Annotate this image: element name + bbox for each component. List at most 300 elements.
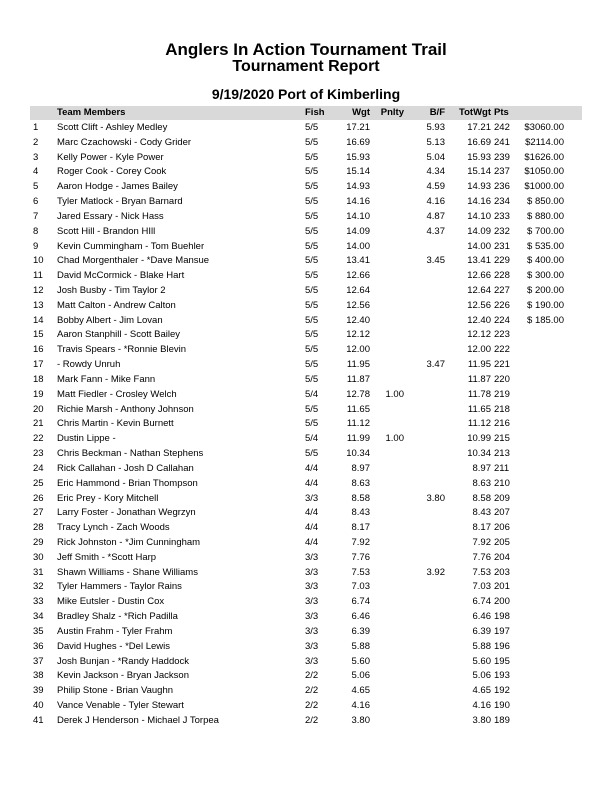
points-cell: 229: [494, 255, 510, 267]
fish-cell: 3/3: [305, 551, 319, 563]
team-cell: Jeff Smith - *Scott Harp: [57, 551, 157, 563]
points-cell: 209: [494, 492, 510, 504]
big-fish-cell: 4.59: [426, 181, 445, 193]
table-row: [0, 166, 612, 181]
fish-cell: 5/5: [305, 270, 319, 282]
table-row: [0, 626, 612, 641]
points-cell: 200: [494, 596, 510, 608]
total-weight-cell: 12.00: [467, 344, 491, 356]
team-cell: Rick Johnston - *Jim Cunningham: [57, 536, 201, 548]
big-fish-cell: 4.16: [426, 196, 445, 208]
team-cell: Bradley Shalz - *Rich Padilla: [57, 611, 178, 623]
weight-cell: 5.06: [351, 670, 370, 682]
table-row: [0, 285, 612, 300]
prize-cell: $ 300.00: [527, 270, 564, 282]
points-cell: 195: [494, 655, 510, 667]
table-row: [0, 404, 612, 419]
fish-cell: 5/4: [305, 388, 319, 400]
points-cell: 201: [494, 581, 510, 593]
points-cell: 193: [494, 670, 510, 682]
fish-cell: 2/2: [305, 670, 319, 682]
team-cell: Kelly Power - Kyle Power: [57, 151, 164, 163]
table-row: [0, 300, 612, 315]
weight-cell: 15.93: [346, 151, 370, 163]
points-cell: 220: [494, 373, 510, 385]
table-row: [0, 211, 612, 226]
big-fish-cell: 4.34: [426, 166, 445, 178]
prize-cell: $ 700.00: [527, 225, 564, 237]
table-row: [0, 670, 612, 685]
table-row: [0, 611, 612, 626]
table-row: [0, 255, 612, 270]
weight-cell: 8.63: [351, 477, 370, 489]
prize-cell: $ 880.00: [527, 210, 564, 222]
total-weight-cell: 4.65: [472, 685, 491, 697]
total-weight-cell: 8.63: [472, 477, 491, 489]
weight-cell: 15.14: [346, 166, 370, 178]
weight-cell: 11.99: [346, 433, 370, 445]
rank-cell: 29: [33, 536, 44, 548]
rank-cell: 21: [33, 418, 44, 430]
weight-cell: 11.95: [346, 359, 370, 371]
weight-cell: 12.12: [346, 329, 370, 341]
table-row: [0, 137, 612, 152]
big-fish-cell: 3.92: [426, 566, 445, 578]
rank-cell: 36: [33, 640, 44, 652]
rank-cell: 26: [33, 492, 44, 504]
table-row: [0, 581, 612, 596]
total-weight-cell: 12.12: [467, 329, 491, 341]
fish-cell: 5/5: [305, 418, 319, 430]
fish-cell: 3/3: [305, 640, 319, 652]
team-cell: Chris Martin - Kevin Burnett: [57, 418, 174, 430]
points-cell: 213: [494, 448, 510, 460]
table-row: [0, 374, 612, 389]
weight-cell: 4.65: [351, 685, 370, 697]
table-row: [0, 478, 612, 493]
points-cell: 203: [494, 566, 510, 578]
fish-cell: 4/4: [305, 507, 319, 519]
team-cell: Shawn Williams - Shane Williams: [57, 566, 198, 578]
rank-cell: 37: [33, 655, 44, 667]
points-cell: 236: [494, 181, 510, 193]
points-cell: 228: [494, 270, 510, 282]
points-cell: 242: [494, 122, 510, 133]
weight-cell: 12.40: [346, 314, 370, 326]
rank-cell: 8: [33, 225, 39, 237]
total-weight-cell: 14.16: [467, 196, 491, 208]
weight-cell: 17.21: [346, 122, 370, 133]
total-weight-cell: 12.40: [467, 314, 491, 326]
big-fish-cell: 5.13: [426, 136, 445, 148]
team-cell: Scott Clift - Ashley Medley: [57, 122, 168, 133]
rank-cell: 15: [33, 329, 44, 341]
weight-cell: 7.53: [351, 566, 370, 578]
total-weight-cell: 8.43: [472, 507, 491, 519]
col-header-team: Team Members: [57, 107, 126, 118]
weight-cell: 11.87: [346, 373, 370, 385]
weight-cell: 8.58: [351, 492, 370, 504]
table-row: [0, 389, 612, 404]
weight-cell: 16.69: [346, 136, 370, 148]
points-cell: 205: [494, 536, 510, 548]
total-weight-cell: 7.53: [472, 566, 491, 578]
rank-cell: 30: [33, 551, 44, 563]
team-cell: Mike Eutsler - Dustin Cox: [57, 596, 165, 608]
points-cell: 197: [494, 625, 510, 637]
big-fish-cell: 3.80: [426, 492, 445, 504]
total-weight-cell: 5.06: [472, 670, 491, 682]
prize-cell: $1626.00: [524, 151, 564, 163]
team-cell: Scott Hill - Brandon HIll: [57, 225, 156, 237]
team-cell: Josh Busby - Tim Taylor 2: [57, 285, 166, 297]
points-cell: 190: [494, 699, 510, 711]
col-header-bf: B/F: [429, 107, 445, 118]
points-cell: 226: [494, 299, 510, 311]
total-weight-cell: 14.10: [467, 210, 491, 222]
weight-cell: 12.78: [346, 388, 370, 400]
team-cell: Larry Foster - Jonathan Wegrzyn: [57, 507, 196, 519]
fish-cell: 5/5: [305, 240, 319, 252]
table-row: [0, 359, 612, 374]
team-cell: Travis Spears - *Ronnie Blevin: [57, 344, 187, 356]
fish-cell: 5/5: [305, 314, 319, 326]
points-cell: 233: [494, 210, 510, 222]
table-row: [0, 493, 612, 508]
fish-cell: 3/3: [305, 581, 319, 593]
weight-cell: 5.60: [351, 655, 370, 667]
rank-cell: 6: [33, 196, 39, 208]
rank-cell: 11: [33, 270, 43, 282]
rank-cell: 10: [33, 255, 44, 267]
team-cell: Richie Marsh - Anthony Johnson: [57, 403, 194, 415]
rank-cell: 14: [33, 314, 44, 326]
col-header-wgt: Wgt: [352, 107, 370, 118]
rank-cell: 4: [33, 166, 39, 178]
points-cell: 232: [494, 225, 510, 237]
points-cell: 241: [494, 136, 510, 148]
team-cell: Roger Cook - Corey Cook: [57, 166, 167, 178]
team-cell: Tyler Matlock - Bryan Barnard: [57, 196, 183, 208]
fish-cell: 4/4: [305, 477, 319, 489]
weight-cell: 14.09: [346, 225, 370, 237]
team-cell: Mark Fann - Mike Fann: [57, 373, 156, 385]
weight-cell: 8.17: [351, 522, 370, 534]
points-cell: 210: [494, 477, 510, 489]
team-cell: Bobby Albert - Jim Lovan: [57, 314, 163, 326]
total-weight-cell: 6.39: [472, 625, 491, 637]
weight-cell: 10.34: [346, 448, 370, 460]
points-cell: 221: [494, 359, 510, 371]
prize-cell: $ 850.00: [527, 196, 564, 208]
table-row: [0, 656, 612, 671]
table-row: [0, 241, 612, 256]
weight-cell: 5.88: [351, 640, 370, 652]
weight-cell: 7.03: [351, 581, 370, 593]
fish-cell: 5/5: [305, 448, 319, 460]
team-cell: Matt Fiedler - Crosley Welch: [57, 388, 177, 400]
fish-cell: 2/2: [305, 714, 319, 726]
rank-cell: 18: [33, 373, 44, 385]
fish-cell: 4/4: [305, 536, 319, 548]
table-row: [0, 448, 612, 463]
rank-cell: 12: [33, 285, 44, 297]
weight-cell: 7.76: [351, 551, 370, 563]
weight-cell: 14.16: [346, 196, 370, 208]
team-cell: Chris Beckman - Nathan Stephens: [57, 448, 204, 460]
points-cell: 198: [494, 611, 510, 623]
total-weight-cell: 15.93: [467, 151, 491, 163]
big-fish-cell: 3.45: [426, 255, 445, 267]
total-weight-cell: 13.41: [467, 255, 491, 267]
prize-cell: $ 400.00: [527, 255, 564, 267]
table-row: [0, 463, 612, 478]
points-cell: 234: [494, 196, 510, 208]
col-header-pts: Pts: [494, 107, 509, 118]
prize-cell: $3060.00: [524, 122, 564, 133]
points-cell: 207: [494, 507, 510, 519]
weight-cell: 12.00: [346, 344, 370, 356]
points-cell: 222: [494, 344, 510, 356]
team-cell: Eric Hammond - Brian Thompson: [57, 477, 198, 489]
total-weight-cell: 14.93: [467, 181, 491, 193]
rank-cell: 28: [33, 522, 44, 534]
rank-cell: 27: [33, 507, 44, 519]
total-weight-cell: 11.95: [467, 359, 491, 371]
rank-cell: 23: [33, 448, 44, 460]
fish-cell: 5/5: [305, 329, 319, 341]
team-cell: Jared Essary - Nick Hass: [57, 210, 164, 222]
team-cell: David McCormick - Blake Hart: [57, 270, 185, 282]
weight-cell: 6.74: [351, 596, 370, 608]
total-weight-cell: 6.46: [472, 611, 491, 623]
report-subtitle: Tournament Report: [232, 58, 380, 75]
table-row: [0, 552, 612, 567]
fish-cell: 5/5: [305, 225, 319, 237]
fish-cell: 4/4: [305, 462, 319, 474]
team-cell: Philip Stone - Brian Vaughn: [57, 685, 174, 697]
rank-cell: 31: [33, 566, 44, 578]
rank-cell: 13: [33, 299, 44, 311]
rank-cell: 38: [33, 670, 44, 682]
fish-cell: 3/3: [305, 625, 319, 637]
weight-cell: 12.64: [346, 285, 370, 297]
weight-cell: 6.46: [351, 611, 370, 623]
table-row: [0, 700, 612, 715]
team-cell: Matt Calton - Andrew Calton: [57, 299, 176, 311]
points-cell: 196: [494, 640, 510, 652]
rank-cell: 7: [33, 210, 39, 222]
table-row: [0, 315, 612, 330]
table-row: [0, 507, 612, 522]
points-cell: 219: [494, 388, 510, 400]
table-row: [0, 152, 612, 167]
total-weight-cell: 12.66: [467, 270, 491, 282]
fish-cell: 3/3: [305, 492, 319, 504]
rank-cell: 25: [33, 477, 44, 489]
team-cell: Aaron Stanphill - Scott Bailey: [57, 329, 181, 341]
weight-cell: 14.93: [346, 181, 370, 193]
rank-cell: 5: [33, 181, 39, 193]
points-cell: 227: [494, 285, 510, 297]
table-row: [0, 522, 612, 537]
col-header-pnlty: Pnlty: [380, 107, 404, 118]
weight-cell: 11.65: [346, 403, 370, 415]
total-weight-cell: 8.97: [472, 462, 491, 474]
total-weight-cell: 3.80: [472, 714, 491, 726]
prize-cell: $ 190.00: [527, 299, 564, 311]
rank-cell: 22: [33, 433, 44, 445]
weight-cell: 14.10: [346, 210, 370, 222]
fish-cell: 5/5: [305, 196, 319, 208]
total-weight-cell: 8.58: [472, 492, 491, 504]
table-row: [0, 641, 612, 656]
rank-cell: 2: [33, 136, 39, 148]
team-cell: Eric Prey - Kory Mitchell: [57, 492, 159, 504]
prize-cell: $ 535.00: [527, 240, 564, 252]
points-cell: 206: [494, 522, 510, 534]
rank-cell: 41: [33, 714, 44, 726]
points-cell: 189: [494, 714, 510, 726]
big-fish-cell: 4.37: [426, 225, 445, 237]
points-cell: 218: [494, 403, 510, 415]
table-row: [0, 418, 612, 433]
event-heading: 9/19/2020 Port of Kimberling: [211, 86, 401, 102]
total-weight-cell: 4.16: [472, 699, 491, 711]
table-row: [0, 685, 612, 700]
team-cell: Rick Callahan - Josh D Callahan: [57, 462, 194, 474]
fish-cell: 3/3: [305, 566, 319, 578]
prize-cell: $2114.00: [525, 136, 564, 148]
fish-cell: 5/5: [305, 255, 319, 267]
total-weight-cell: 8.17: [472, 522, 491, 534]
fish-cell: 5/5: [305, 136, 319, 148]
points-cell: 204: [494, 551, 510, 563]
team-cell: Austin Frahm - Tyler Frahm: [57, 625, 173, 637]
team-cell: Derek J Henderson - Michael J Torpea: [57, 714, 219, 726]
total-weight-cell: 14.09: [467, 225, 491, 237]
rank-cell: 19: [33, 388, 44, 400]
table-row: [0, 226, 612, 241]
big-fish-cell: 3.47: [426, 359, 445, 371]
col-header-totwgt: TotWgt: [459, 107, 491, 118]
team-cell: Marc Czachowski - Cody Grider: [57, 136, 192, 148]
fish-cell: 5/5: [305, 403, 319, 415]
weight-cell: 11.12: [346, 418, 370, 430]
fish-cell: 5/5: [305, 359, 319, 371]
total-weight-cell: 7.76: [472, 551, 491, 563]
rank-cell: 34: [33, 611, 44, 623]
total-weight-cell: 5.60: [472, 655, 491, 667]
table-row: [0, 715, 612, 730]
fish-cell: 5/5: [305, 299, 319, 311]
fish-cell: 3/3: [305, 611, 319, 623]
table-row: [0, 567, 612, 582]
total-weight-cell: 15.14: [467, 166, 491, 178]
points-cell: 192: [494, 685, 510, 697]
team-cell: Kevin Jackson - Bryan Jackson: [57, 670, 190, 682]
fish-cell: 5/5: [305, 151, 319, 163]
fish-cell: 5/5: [305, 181, 319, 193]
table-row: [0, 596, 612, 611]
rank-cell: 24: [33, 462, 44, 474]
fish-cell: 5/5: [305, 122, 319, 133]
fish-cell: 3/3: [305, 655, 319, 667]
rank-cell: 16: [33, 344, 44, 356]
total-weight-cell: 5.88: [472, 640, 491, 652]
rank-cell: 33: [33, 596, 44, 608]
fish-cell: 5/5: [305, 285, 319, 297]
team-cell: Vance Venable - Tyler Stewart: [57, 699, 184, 711]
fish-cell: 4/4: [305, 522, 319, 534]
fish-cell: 5/5: [305, 373, 319, 385]
table-row: [0, 122, 612, 137]
total-weight-cell: 7.03: [472, 581, 491, 593]
big-fish-cell: 5.04: [426, 151, 445, 163]
points-cell: 239: [494, 151, 510, 163]
rank-cell: 40: [33, 699, 44, 711]
team-cell: Kevin Cummingham - Tom Buehler: [57, 240, 205, 252]
total-weight-cell: 11.78: [467, 388, 491, 400]
points-cell: 211: [494, 462, 510, 474]
total-weight-cell: 17.21: [467, 122, 491, 133]
team-cell: Dustin Lippe -: [57, 433, 116, 445]
table-row: [0, 433, 612, 448]
prize-cell: $1050.00: [524, 166, 564, 178]
prize-cell: $ 185.00: [527, 314, 564, 326]
big-fish-cell: 5.93: [426, 122, 445, 133]
points-cell: 215: [494, 433, 510, 445]
team-cell: Josh Bunjan - *Randy Haddock: [57, 655, 190, 667]
total-weight-cell: 11.87: [467, 373, 491, 385]
total-weight-cell: 11.65: [467, 403, 491, 415]
table-row: [0, 329, 612, 344]
rank-cell: 20: [33, 403, 44, 415]
total-weight-cell: 10.34: [467, 448, 491, 460]
weight-cell: 4.16: [351, 699, 370, 711]
rank-cell: 17: [33, 359, 44, 371]
team-cell: Tyler Hammers - Taylor Rains: [57, 581, 182, 593]
team-cell: - Rowdy Unruh: [57, 359, 121, 371]
fish-cell: 3/3: [305, 596, 319, 608]
prize-cell: $ 200.00: [527, 285, 564, 297]
weight-cell: 13.41: [346, 255, 370, 267]
points-cell: 216: [494, 418, 510, 430]
fish-cell: 2/2: [305, 699, 319, 711]
team-cell: Chad Morgenthaler - *Dave Mansue: [57, 255, 210, 267]
prize-cell: $1000.00: [524, 181, 564, 193]
table-row: [0, 181, 612, 196]
fish-cell: 5/5: [305, 344, 319, 356]
rank-cell: 9: [33, 240, 39, 252]
total-weight-cell: 16.69: [467, 136, 491, 148]
total-weight-cell: 12.56: [467, 299, 491, 311]
rank-cell: 32: [33, 581, 44, 593]
points-cell: 231: [494, 240, 510, 252]
total-weight-cell: 10.99: [467, 433, 491, 445]
table-row: [0, 537, 612, 552]
penalty-cell: 1.00: [385, 433, 404, 445]
report-title: Anglers In Action Tournament Trail: [165, 40, 447, 59]
table-row: [0, 344, 612, 359]
total-weight-cell: 7.92: [472, 536, 491, 548]
points-cell: 223: [494, 329, 510, 341]
weight-cell: 7.92: [351, 536, 370, 548]
fish-cell: 5/4: [305, 433, 319, 445]
total-weight-cell: 11.12: [467, 418, 491, 430]
team-cell: Tracy Lynch - Zach Woods: [57, 522, 170, 534]
big-fish-cell: 4.87: [426, 210, 445, 222]
